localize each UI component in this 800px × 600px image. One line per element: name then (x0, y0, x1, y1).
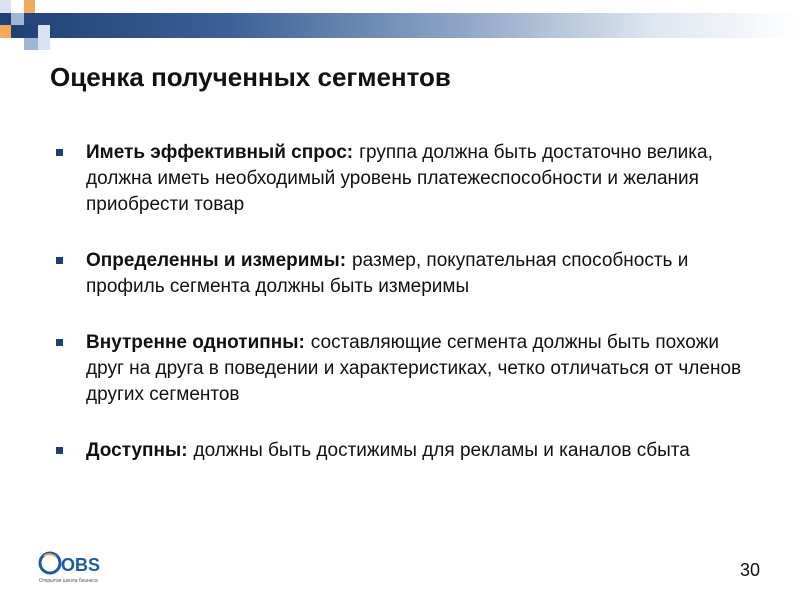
bullet-term: Определенны и измеримы: (86, 250, 347, 271)
bullet-list (56, 140, 756, 464)
decor-square (24, 0, 35, 13)
decor-square (24, 13, 38, 25)
bullet-text: группа должна быть достаточно велика, должна иметь необходимый уровень платежеспособности и желания приобрести товар (86, 142, 713, 215)
bullet-text: размер, покупательная способность и профиль сегмента должны быть измеримы (86, 250, 689, 297)
logo-caption: Открытая школа бизнеса (39, 578, 98, 584)
decor-square (38, 25, 50, 38)
bullet-text: должны быть достижимы для рекламы и каналов сбыта (193, 440, 690, 461)
header-gradient-band (0, 13, 800, 38)
bullet-square-icon (56, 447, 63, 454)
decor-square (11, 13, 24, 25)
decor-square (38, 38, 50, 50)
bullet-term: Внутренне однотипны: (86, 332, 305, 353)
page-number: 30 (739, 560, 760, 580)
decor-square (0, 25, 11, 38)
decor-square (24, 38, 38, 50)
bullet-term: Доступны: (86, 440, 188, 461)
bullet-item (56, 330, 756, 408)
bullet-item (56, 438, 756, 464)
bullet-text: составляющие сегмента должны быть похожи друг на друга в поведении и характеристиках, четко отличаться от членов других сегментов (86, 332, 742, 405)
obs-logo (38, 550, 104, 584)
bullet-item (56, 140, 756, 218)
bullet-square-icon (56, 149, 63, 156)
bullet-item (56, 248, 756, 300)
bullet-square-icon (56, 257, 63, 264)
slide-title: Оценка полученных сегментов (50, 62, 451, 92)
bullet-square-icon (56, 339, 63, 346)
decor-square (0, 0, 11, 13)
bullet-term: Иметь эффективный спрос: (86, 142, 354, 163)
logo-text: OBS (61, 555, 101, 575)
